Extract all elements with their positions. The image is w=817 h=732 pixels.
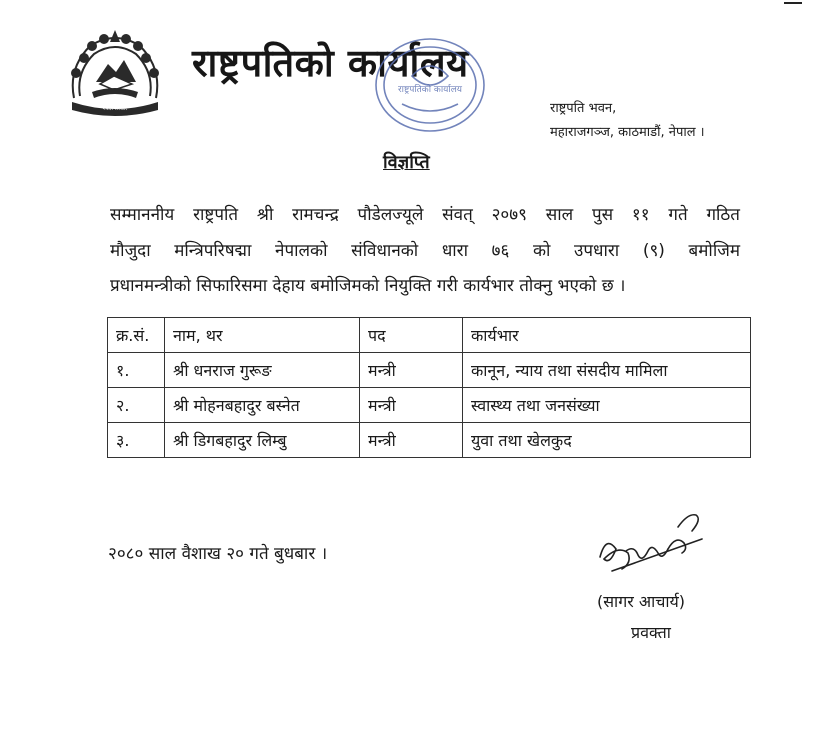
cell-serial: १. [108,353,165,388]
notice-date: २०८० साल वैशाख २० गते बुधबार । [108,544,328,564]
notice-paragraph-line-3: प्रधानमन्त्रीको सिफारिसमा देहाय बमोजिमको नियुक्ति गरी कार्यभार तोक्नु भएको छ । [110,276,626,296]
cell-portfolio: स्वास्थ्य तथा जनसंख्या [463,388,751,423]
address-line-1: राष्ट्रपति भवन, [550,101,617,116]
cell-name: श्री डिगबहादुर लिम्बु [165,423,360,458]
cell-serial: ३. [108,423,165,458]
cell-portfolio: युवा तथा खेलकुद [463,423,751,458]
cell-position: मन्त्री [360,388,463,423]
signature-icon [592,505,710,587]
table-header-row [108,318,751,353]
nepal-emblem-icon [62,28,168,120]
ministers-table [107,317,751,458]
cell-serial: २. [108,388,165,423]
cell-position: मन्त्री [360,423,463,458]
cell-name: श्री मोहनबहादुर बस्नेत [165,388,360,423]
signer-name: (सागर आचार्य) [597,592,686,611]
notice-paragraph-line-2: मौजुदा मन्त्रिपरिषद्मा नेपालको संविधानको धारा ७६ को उपधारा (९) बमोजिम [110,241,740,261]
header-portfolio: कार्यभार [463,318,751,353]
signer-title: प्रवक्ता [631,623,671,642]
table-row [108,388,751,423]
notice-heading: विज्ञप्ति [383,152,430,173]
stamp-text: राष्ट्रपतिको कार्यालय [397,85,463,95]
office-title: राष्ट्रपतिको कार्यालय [192,41,469,85]
cell-portfolio: कानून, न्याय तथा संसदीय मामिला [463,353,751,388]
cell-position: मन्त्री [360,353,463,388]
header-serial: क्र.सं. [108,318,165,353]
corner-mark [784,2,802,4]
office-stamp-icon [372,34,488,136]
table-row [108,353,751,388]
header-name: नाम, थर [165,318,360,353]
header-position: पद [360,318,463,353]
cell-name: श्री धनराज गुरूङ [165,353,360,388]
address-line-2: महाराजगञ्ज, काठमाडौं, नेपाल । [550,125,705,140]
notice-paragraph-line-1: सम्माननीय राष्ट्रपति श्री रामचन्द्र पौडेलज्यूले संवत् २०७९ साल पुस ११ गते गठित [110,205,740,225]
table-row [108,423,751,458]
emblem-text: नेपाल सरकार [102,106,128,112]
